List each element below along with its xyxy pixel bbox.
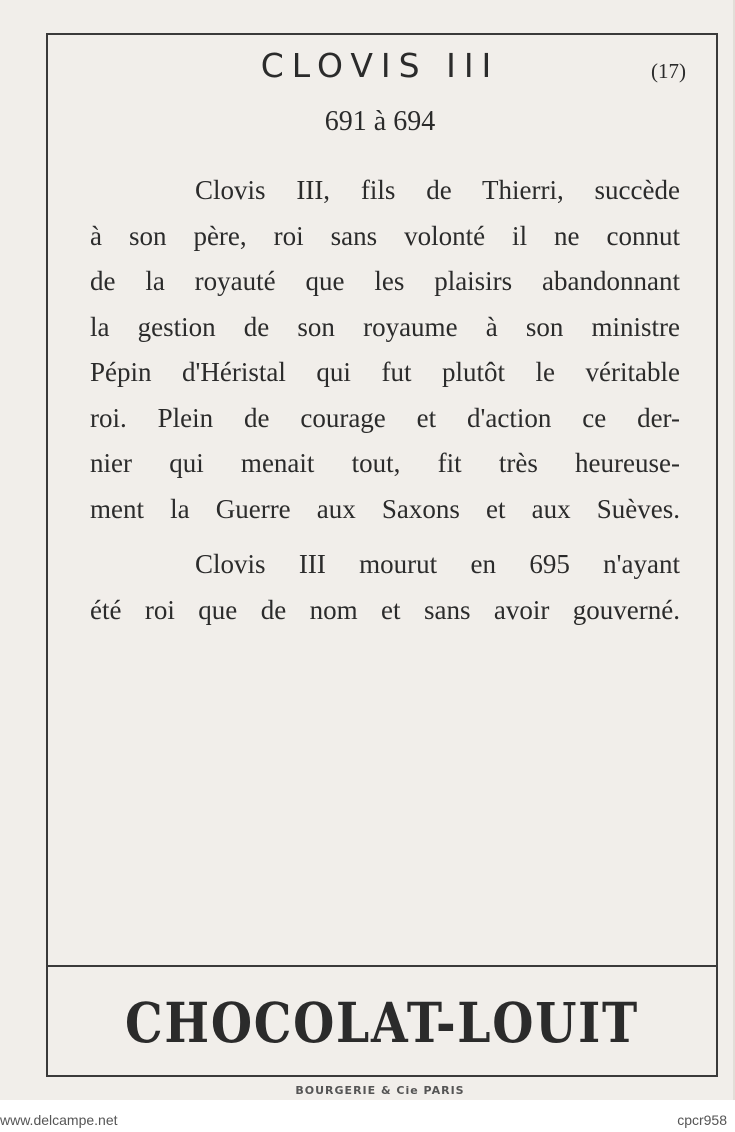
text-line: de la royauté que les plaisirs abandonnant	[90, 266, 680, 296]
text-line: nier qui menait tout, fit très heureuse-	[90, 448, 680, 478]
footer-divider	[46, 965, 718, 967]
text-line: à son père, roi sans volonté il ne connut	[90, 220, 680, 251]
brand-name: CHOCOLAT-LOUIT	[125, 990, 639, 1055]
paragraph-2	[90, 542, 680, 633]
card-number: (17)	[651, 59, 686, 83]
printer-imprint: BOURGERIE & Cie PARIS	[295, 1084, 465, 1097]
text-line: ment la Guerre aux Saxons et aux Suèves.	[90, 493, 680, 524]
card-title: CLOVIS III	[260, 46, 500, 85]
text-line: Clovis III, fils de Thierri, succède	[195, 175, 680, 205]
text-line: la gestion de son royaume à son ministre	[90, 311, 680, 342]
text-line: roi. Plein de courage et d'action ce der-	[90, 402, 680, 433]
card-body	[90, 168, 680, 633]
text-line: Clovis III mourut en 695 n'ayant	[195, 549, 680, 579]
reign-dates: 691 à 694	[324, 106, 436, 137]
watermark-seller: cpcr958	[677, 1112, 727, 1128]
text-line: été roi que de nom et sans avoir gouverné.	[90, 594, 680, 625]
watermark-site: www.delcampe.net	[0, 1112, 118, 1128]
text-line: Pépin d'Héristal qui fut plutôt le véritable	[90, 357, 680, 387]
paragraph-1	[90, 168, 680, 532]
